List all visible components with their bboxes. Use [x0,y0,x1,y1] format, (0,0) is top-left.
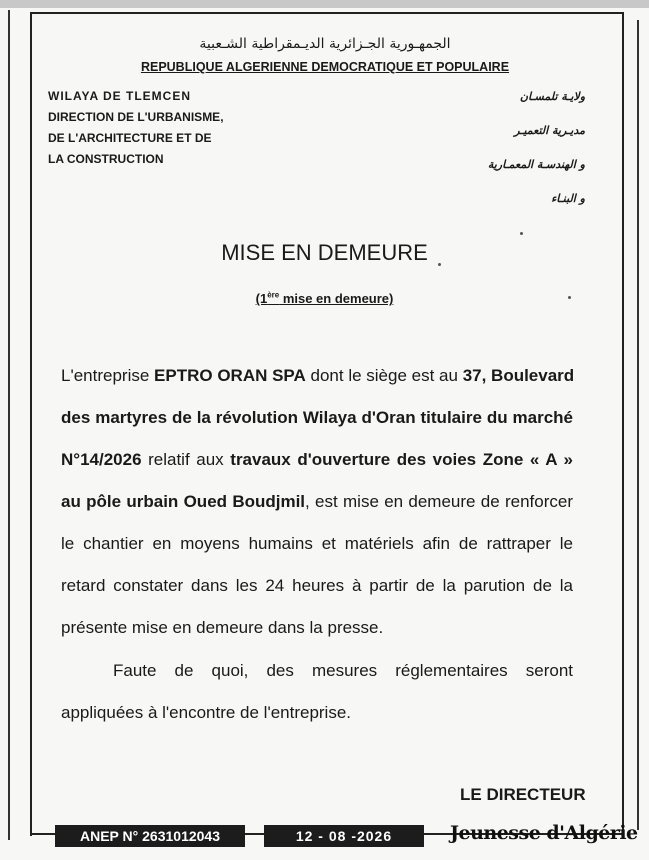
publication-date-box: 12 - 08 -2026 [264,825,424,847]
works-description: travaux d'ouverture des voies Zone « A » [230,450,573,469]
right-header-line: ولايـة تلمسـان [519,90,585,103]
body-line: présente mise en demeure dans la presse. [61,618,384,637]
top-strip [0,0,649,8]
anep-number-box: ANEP N° 2631012043 [55,825,245,847]
left-header-line: LA CONSTRUCTION [48,152,164,166]
scan-speck [520,232,523,235]
right-rule [637,20,639,830]
left-header-line: DIRECTION DE L'URBANISME, [48,110,224,124]
notice-title: MISE EN DEMEURE [221,240,428,265]
body-line: des martyres de la révolution Wilaya d'Oran titulaire du marché [61,408,573,427]
location: au pôle urbain Oued Boudjmil [61,492,306,511]
body-text: relatif aux [141,450,231,469]
address: 37, Boulevard [462,366,575,385]
left-rule [8,10,10,840]
subtitle-rest: mise en demeure) [279,291,394,307]
body-line: le chantier en moyens humains et matériels afin de rattraper le [61,534,573,553]
right-header-line: و الهندسـة المعمـارية [487,158,585,171]
left-header-line: DE L'ARCHITECTURE ET DE [48,131,212,145]
subtitle-prefix: (1 [255,291,268,307]
body-text: dont le siège est au [305,366,463,385]
body-line: appliquées à l'encontre de l'entreprise. [61,703,352,722]
right-header [440,80,585,216]
newspaper-brand: Jeunesse d'Algérie [450,822,638,844]
notice-subtitle [0,291,649,306]
body-line [61,439,573,481]
notice-closing-paragraph [61,650,573,734]
signature: LE DIRECTEUR [460,785,586,804]
right-header-line: مديـرية التعميـر [514,124,585,137]
body-text: L'entreprise [61,366,155,385]
body-line: retard constater dans les 24 heures à partir de la parution de la [61,576,573,595]
scan-speck [438,263,441,266]
body-line [61,355,573,397]
scan-speck [568,296,571,299]
body-line: Faute de quoi, des mesures réglementaires seront [113,661,573,680]
french-republic-title: REPUBLIQUE ALGERIENNE DEMOCRATIQUE ET POPULAIRE [140,60,510,74]
left-header [48,86,224,170]
company-name: EPTRO ORAN SPA [154,366,306,385]
subtitle-sup: ère [267,291,280,300]
notice-body [61,355,573,649]
arabic-republic-title: الجمهـورية الجـزائرية الديـمقراطية الشـعبية [199,36,451,52]
body-text: , est mise en demeure de renforcer [305,492,573,511]
market-number: N°14/2026 [61,450,142,469]
right-header-line: و البنـاء [551,192,585,205]
body-line [61,481,573,523]
left-header-line: WILAYA DE TLEMCEN [48,89,192,103]
